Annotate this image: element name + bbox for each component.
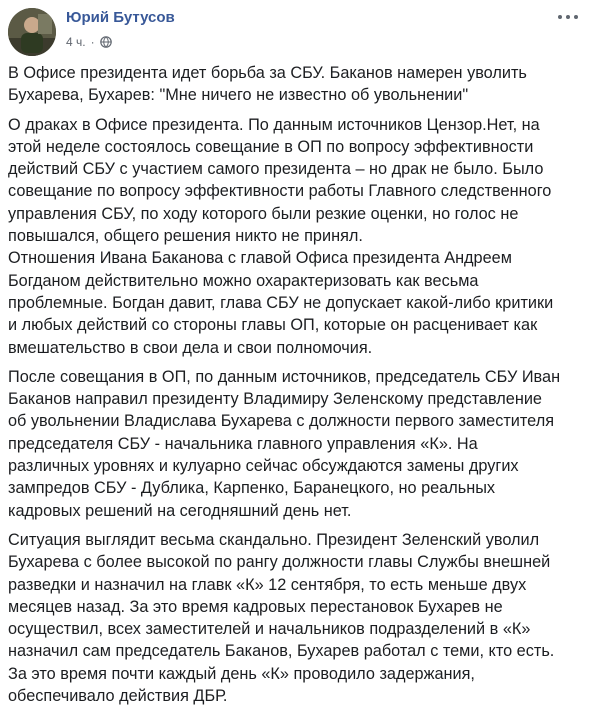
post-text-line: месяцев назад. За это время кадровых перестановок Бухарев не	[8, 597, 503, 616]
post-text-line: этой неделе состоялось совещание в ОП по вопросу эффективности	[8, 137, 534, 156]
author-name-link[interactable]: Юрий Бутусов	[66, 9, 175, 26]
post-text-line: управления СБУ, по ходу которого были резкие оценки, но голос не	[8, 204, 519, 223]
post-text-line: За это время почти каждый день «К» проводило задержания,	[8, 664, 475, 683]
post-header	[8, 8, 582, 56]
post-text-line: кадровых решений на сегодняшний день нет.	[8, 501, 352, 520]
post-text-line: совещание по вопросу эффективности работы Главного следственного	[8, 182, 552, 201]
post-paragraph	[8, 529, 582, 707]
post-paragraph	[8, 114, 582, 359]
post-text-line: Баканов направил президенту Владимиру Зеленскому представление	[8, 390, 542, 409]
post-body	[8, 62, 582, 714]
post-text-line: действий СБУ с участием самого президента – но драк не было. Было	[8, 160, 544, 179]
post-text-line: О драках в Офисе президента. По данным источников Цензор.Нет, на	[8, 115, 540, 134]
post-text-line: разведки и назначил на главк «К» 12 сентября, то есть меньше двух	[8, 575, 527, 594]
avatar-image	[8, 8, 56, 56]
post-text-line: повышался, общего решения никто не принял.	[8, 227, 363, 246]
post-text-line: проблемные. Богдан давит, глава СБУ не допускает какой-либо критики	[8, 293, 554, 312]
post-paragraph	[8, 366, 582, 522]
post-meta	[66, 35, 112, 49]
post-text-line: Богданом действительно можно охарактеризовать как весьма	[8, 271, 479, 290]
post-text-line: вмешательство в свои дела и свои полномочия.	[8, 338, 373, 357]
post-text-line: Бухарева, Бухарев: "Мне ничего не известно об увольнении"	[8, 86, 469, 105]
post-text-line: Бухарева с более высокой по рангу должности главы Службы внешней	[8, 553, 551, 572]
post-text-line: назначил сам председатель Баканов, Бухарев работал с теми, кто есть.	[8, 642, 555, 661]
post-text-line: председателя СБУ - начальника главного управления «К». На	[8, 434, 478, 453]
post-paragraph	[8, 62, 582, 107]
post-text-line: обеспечивало действия ДБР.	[8, 687, 228, 706]
more-options-icon[interactable]	[558, 12, 578, 22]
post-text-line: Отношения Ивана Баканова с главой Офиса президента Андреем	[8, 249, 512, 268]
post-text-line: осуществил, всех заместителей и начальников подразделений в «К»	[8, 620, 531, 639]
post-text-line: различных уровнях и кулуарно сейчас обсуждаются замены других	[8, 457, 519, 476]
post-text-line: После совещания в ОП, по данным источников, председатель СБУ Иван	[8, 367, 561, 386]
post-text-line: В Офисе президента идет борьба за СБУ. Баканов намерен уволить	[8, 64, 527, 82]
post-text-line: и любых действий со стороны главы ОП, которые он расценивает как	[8, 316, 538, 335]
avatar[interactable]	[8, 8, 56, 56]
post-text-line: зампредов СБУ - Дублика, Карпенко, Баранецкого, но реальных	[8, 479, 496, 498]
globe-icon[interactable]	[100, 36, 112, 48]
meta-separator: ·	[90, 35, 95, 49]
post-text-line: об увольнении Владислава Бухарева с должности первого заместителя	[8, 412, 555, 431]
post-timestamp[interactable]: 4 ч.	[66, 35, 86, 49]
post-text-line: Ситуация выглядит весьма скандально. Президент Зеленский уволил	[8, 530, 540, 549]
